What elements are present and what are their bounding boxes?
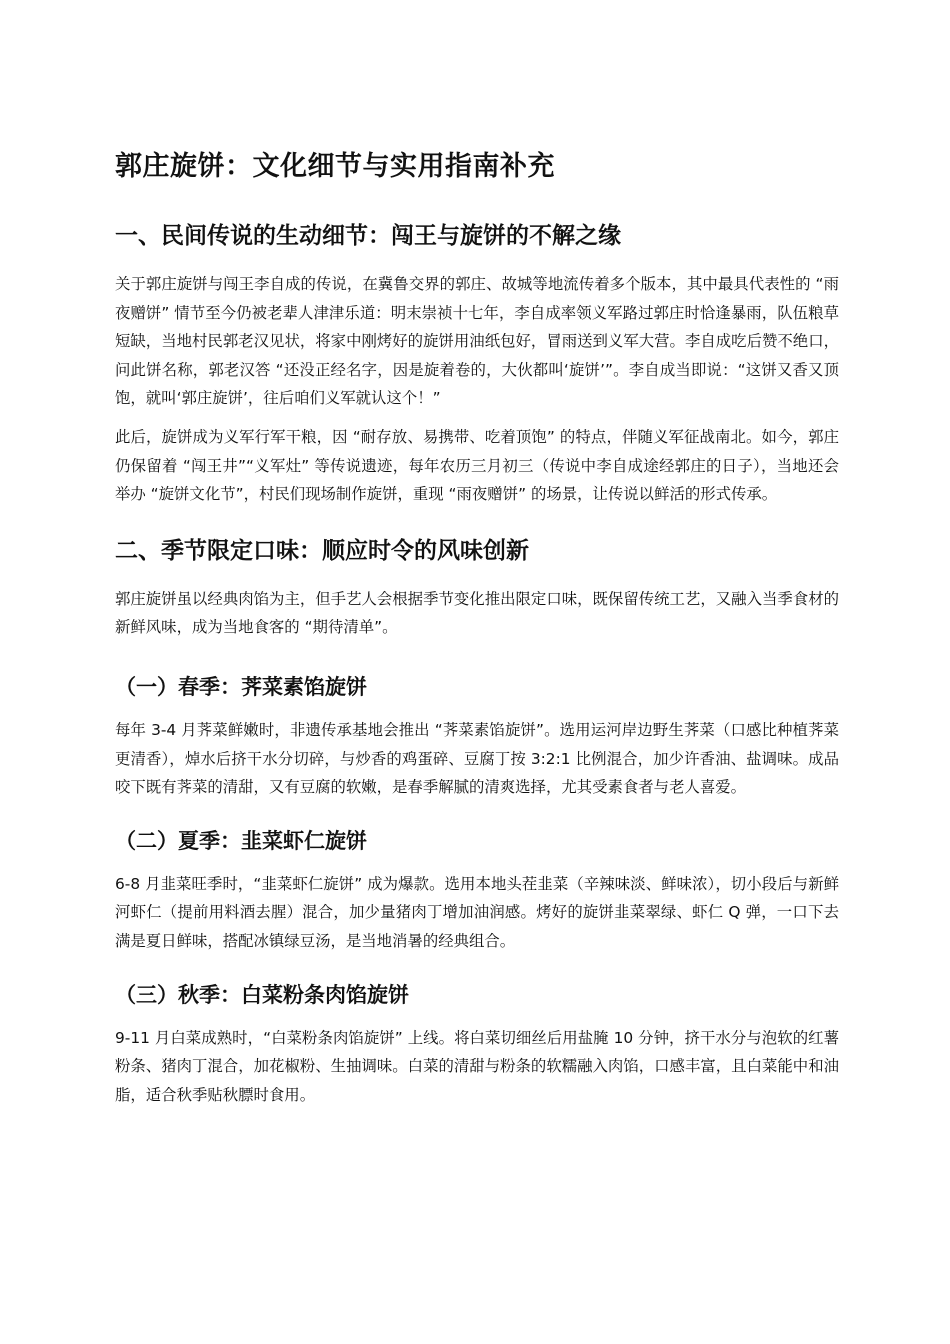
subsection-spring: [115, 672, 839, 802]
page-title: 郭庄旋饼：文化细节与实用指南补充: [115, 151, 555, 182]
section-seasonal: [115, 535, 839, 1110]
section-heading: 一、民间传说的生动细节：闯王与旋饼的不解之缘: [115, 223, 621, 249]
paragraph: 每年 3-4 月荠菜鲜嫩时，非遗传承基地会推出 “荠菜素馅旋饼”。选用运河岸边野生荠菜（口感比种植荠菜更清香），焯水后挤干水分切碎，与炒香的鸡蛋碎、豆腐丁按 3:2:1 比例混合，加少许香油、盐调味。成品咬下既有荠菜的清甜，又有豆腐的软嫩，是春季解腻的清爽选择，尤其受素食者与老人喜爱。: [115, 720, 839, 797]
paragraph: 此后，旋饼成为义军行军干粮，因 “耐存放、易携带、吃着顶饱” 的特点，伴随义军征战南北。如今，郭庄仍保留着 “闯王井”“义军灶” 等传说遗迹，每年农历三月初三（传说中李自成途经郭庄的日子），当地还会举办 “旋饼文化节”，村民们现场制作旋饼，重现 “雨夜赠饼” 的场景，让传说以鲜活的形式传承。: [115, 427, 839, 504]
paragraph: 关于郭庄旋饼与闯王李自成的传说，在冀鲁交界的郭庄、故城等地流传着多个版本，其中最具代表性的 “雨夜赠饼” 情节至今仍被老辈人津津乐道：明末崇祯十七年，李自成率领义军路过郭庄时恰逢暴雨，队伍粮草短缺，当地村民郭老汉见状，将家中刚烤好的旋饼用油纸包好，冒雨送到义军大营。李自成吃后赞不绝口，问此饼名称，郭老汉答 “还没正经名字，因是旋着卷的，大伙都叫‘旋饼’”。李自成当即说：“这饼又香又顶饱，就叫‘郭庄旋饼’，往后咱们义军就认这个！”: [115, 275, 839, 408]
paragraph: 郭庄旋饼虽以经典肉馅为主，但手艺人会根据季节变化推出限定口味，既保留传统工艺，又融入当季食材的新鲜风味，成为当地食客的 “期待清单”。: [115, 589, 839, 637]
paragraph: 9-11 月白菜成熟时，“白菜粉条肉馅旋饼” 上线。将白菜切细丝后用盐腌 10 分钟，挤干水分与泡软的红薯粉条、猪肉丁混合，加花椒粉、生抽调味。白菜的清甜与粉条的软糯融入肉馅，口感丰富，且白菜能中和油脂，适合秋季贴秋膘时食用。: [115, 1028, 839, 1104]
section-heading: 二、季节限定口味：顺应时令的风味创新: [115, 537, 529, 564]
document-page: [115, 148, 839, 1135]
subsection-heading: （三）秋季：白菜粉条肉馅旋饼: [115, 982, 409, 1007]
subsection-heading: （一）春季：荠菜素馅旋饼: [115, 674, 367, 699]
subsection-autumn: [115, 980, 839, 1110]
subsection-summer: [115, 826, 839, 956]
section-legend: [115, 220, 839, 509]
paragraph: 6-8 月韭菜旺季时，“韭菜虾仁旋饼” 成为爆款。选用本地头茬韭菜（辛辣味淡、鲜味浓），切小段后与新鲜河虾仁（提前用料酒去腥）混合，加少量猪肉丁增加油润感。烤好的旋饼韭菜翠绿、虾仁 Q 弹，一口下去满是夏日鲜味，搭配冰镇绿豆汤，是当地消暑的经典组合。: [115, 874, 839, 950]
subsection-heading: （二）夏季：韭菜虾仁旋饼: [115, 828, 367, 853]
